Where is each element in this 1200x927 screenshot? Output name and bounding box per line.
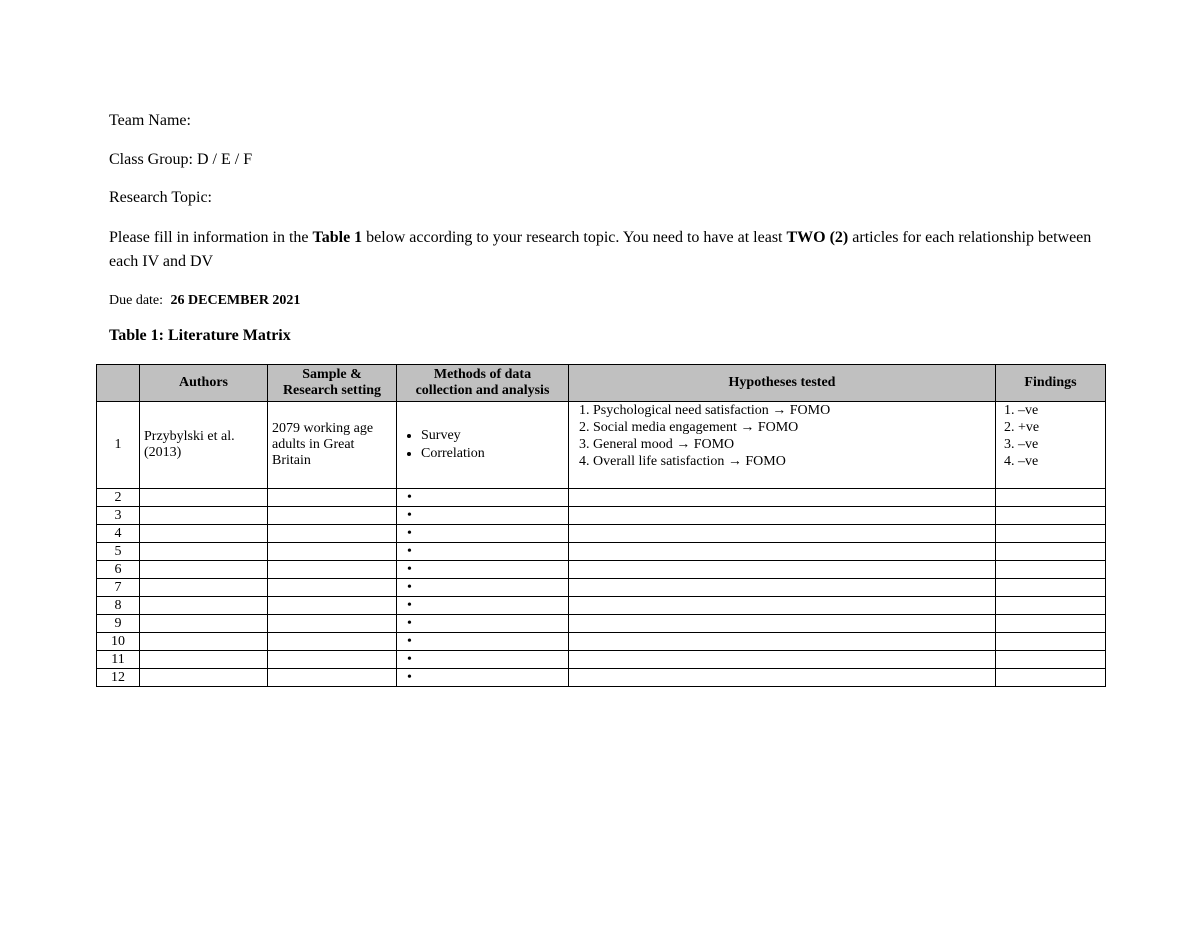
- finding-item: 2. +ve: [1018, 419, 1101, 436]
- sample-cell[interactable]: [268, 669, 397, 687]
- table-row: [97, 579, 1106, 597]
- table-row: [97, 633, 1106, 651]
- findings-cell[interactable]: [996, 597, 1106, 615]
- class-group-label: Class Group: D / E / F: [109, 151, 253, 168]
- bullet-marker: •: [407, 489, 412, 505]
- sample-cell[interactable]: [268, 579, 397, 597]
- sample-cell[interactable]: [268, 633, 397, 651]
- bullet-marker: •: [407, 543, 412, 559]
- header-hypotheses: Hypotheses tested: [569, 365, 996, 402]
- due-date-label: Due date:: [109, 293, 164, 308]
- row-number: 7: [97, 579, 140, 597]
- methods-cell[interactable]: [397, 579, 569, 597]
- row-number: 10: [97, 633, 140, 651]
- sample-cell[interactable]: [268, 507, 397, 525]
- findings-cell[interactable]: [996, 633, 1106, 651]
- hypotheses-cell[interactable]: [569, 561, 996, 579]
- row-number: 8: [97, 597, 140, 615]
- hypothesis-item: 2. Social media engagement → FOMO: [593, 419, 991, 436]
- authors-cell[interactable]: [140, 615, 268, 633]
- findings-cell[interactable]: [996, 402, 1106, 489]
- table-header-row: [97, 365, 1106, 402]
- sample-cell[interactable]: [268, 525, 397, 543]
- methods-cell[interactable]: [397, 615, 569, 633]
- authors-cell[interactable]: [140, 651, 268, 669]
- findings-cell[interactable]: [996, 669, 1106, 687]
- row-number: 2: [97, 489, 140, 507]
- due-date-value: 26 DECEMBER 2021: [170, 293, 301, 308]
- instruction-paragraph: Please fill in information in the Table 1 below according to your research topic. You need to have at least TWO (2) articles for each relationship between each IV and DV: [109, 229, 1092, 270]
- hypotheses-cell[interactable]: [569, 507, 996, 525]
- hypotheses-cell[interactable]: [569, 489, 996, 507]
- sample-cell[interactable]: [268, 597, 397, 615]
- table-row: [97, 489, 1106, 507]
- bullet-marker: •: [407, 651, 412, 667]
- hypotheses-cell[interactable]: [569, 402, 996, 489]
- bullet-marker: •: [407, 669, 412, 685]
- methods-cell[interactable]: [397, 561, 569, 579]
- header-sample: Sample & Research setting: [268, 365, 397, 402]
- row-number: 9: [97, 615, 140, 633]
- findings-cell[interactable]: [996, 507, 1106, 525]
- sample-cell[interactable]: [268, 561, 397, 579]
- methods-cell[interactable]: [397, 489, 569, 507]
- row-number: 4: [97, 525, 140, 543]
- methods-cell[interactable]: [397, 543, 569, 561]
- authors-cell[interactable]: [140, 543, 268, 561]
- sample-cell[interactable]: [268, 543, 397, 561]
- methods-item: • Survey: [421, 427, 564, 445]
- authors-cell[interactable]: [140, 579, 268, 597]
- finding-item: 4. –ve: [1018, 453, 1101, 470]
- research-topic-label: Research Topic:: [109, 189, 212, 206]
- authors-cell[interactable]: [140, 633, 268, 651]
- table-row: [97, 543, 1106, 561]
- sample-cell[interactable]: 2079 working age adults in Great Britain: [268, 402, 397, 489]
- hypotheses-cell[interactable]: [569, 651, 996, 669]
- table-row: [97, 597, 1106, 615]
- bullet-marker: •: [407, 561, 412, 577]
- bullet-marker: •: [407, 633, 412, 649]
- row-number: 12: [97, 669, 140, 687]
- hypothesis-item: 4. Overall life satisfaction → FOMO: [593, 453, 991, 470]
- authors-cell[interactable]: [140, 507, 268, 525]
- row-number: 1: [97, 402, 140, 489]
- authors-cell[interactable]: Przybylski et al. (2013): [140, 402, 268, 489]
- hypotheses-cell[interactable]: [569, 525, 996, 543]
- bullet-marker: •: [407, 525, 412, 541]
- bullet-marker: •: [407, 507, 412, 523]
- hypotheses-cell[interactable]: [569, 579, 996, 597]
- methods-cell[interactable]: [397, 525, 569, 543]
- sample-cell[interactable]: [268, 489, 397, 507]
- finding-item: 3. –ve: [1018, 436, 1101, 453]
- row-number: 6: [97, 561, 140, 579]
- methods-cell[interactable]: [397, 651, 569, 669]
- methods-item: • Correlation: [421, 445, 564, 463]
- methods-cell[interactable]: [397, 402, 569, 489]
- authors-cell[interactable]: [140, 597, 268, 615]
- findings-cell[interactable]: [996, 561, 1106, 579]
- sample-cell[interactable]: [268, 651, 397, 669]
- row-number: 11: [97, 651, 140, 669]
- methods-cell[interactable]: [397, 669, 569, 687]
- table-row: [97, 615, 1106, 633]
- methods-cell[interactable]: [397, 597, 569, 615]
- findings-cell[interactable]: [996, 615, 1106, 633]
- hypotheses-cell[interactable]: [569, 633, 996, 651]
- hypotheses-cell[interactable]: [569, 543, 996, 561]
- team-name-label: Team Name:: [109, 112, 191, 129]
- table-row: [97, 507, 1106, 525]
- findings-cell[interactable]: [996, 651, 1106, 669]
- table-caption: Table 1: Literature Matrix: [109, 327, 291, 344]
- bullet-marker: •: [407, 579, 412, 595]
- sample-cell[interactable]: [268, 615, 397, 633]
- hypothesis-item: 3. General mood → FOMO: [593, 436, 991, 453]
- header-num: [97, 365, 140, 402]
- findings-cell[interactable]: [996, 543, 1106, 561]
- table-row: [97, 525, 1106, 543]
- header-authors: Authors: [140, 365, 268, 402]
- hypotheses-cell[interactable]: [569, 597, 996, 615]
- bullet-marker: •: [407, 597, 412, 613]
- header-methods: Methods of data collection and analysis: [397, 365, 569, 402]
- literature-matrix-table: [96, 364, 1106, 687]
- due-date: [109, 289, 300, 313]
- header-findings: Findings: [996, 365, 1106, 402]
- methods-cell[interactable]: [397, 633, 569, 651]
- table-row: [97, 669, 1106, 687]
- findings-cell[interactable]: [996, 579, 1106, 597]
- row-number: 3: [97, 507, 140, 525]
- authors-cell[interactable]: [140, 561, 268, 579]
- authors-cell[interactable]: [140, 525, 268, 543]
- bullet-marker: •: [407, 615, 412, 631]
- hypotheses-cell[interactable]: [569, 615, 996, 633]
- finding-item: 1. –ve: [1018, 402, 1101, 419]
- hypothesis-item: 1. Psychological need satisfaction → FOMO: [593, 402, 991, 419]
- findings-cell[interactable]: [996, 525, 1106, 543]
- table-row: [97, 651, 1106, 669]
- table-row: [97, 402, 1106, 489]
- methods-cell[interactable]: [397, 507, 569, 525]
- findings-cell[interactable]: [996, 489, 1106, 507]
- authors-cell[interactable]: [140, 669, 268, 687]
- table-row: [97, 561, 1106, 579]
- authors-cell[interactable]: [140, 489, 268, 507]
- row-number: 5: [97, 543, 140, 561]
- hypotheses-cell[interactable]: [569, 669, 996, 687]
